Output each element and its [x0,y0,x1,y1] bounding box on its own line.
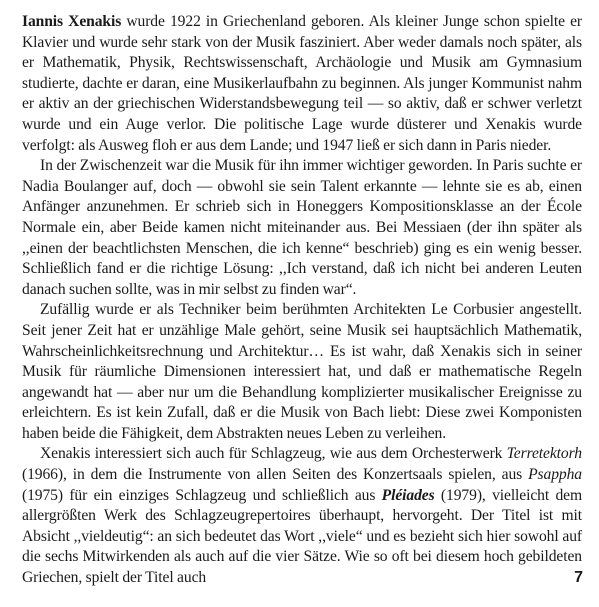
paragraph-paris-studies [22,156,582,300]
paragraph-text: Xenakis interessiert sich auch für Schlagzeug, wie aus dem Orchesterwerk [40,445,507,463]
paragraph-text: In der Zwischenzeit war die Musik für ihn immer wichtiger geworden. In Paris suchte er Nadia Boulanger auf, doch — obwohl sie sein Talent erkannte — lehnte sie es ab, einen Anfänger anzunehmen. Er schrieb sich in Honeggers Kompositionsklasse an der École Normale ein, aber Beide kamen nicht miteinander aus. Bei Messiaen (der ihn später als ,,einen der beachtlichsten Menschen, die ich kenne“ beschrieb) ging es ein wenig besser. Schließlich fand er die richtige Lösung: ,,Ich verstand, daß ich nicht bei anderen Leuten danach suchen sollte, was in mir selbst zu finden war“. [22,157,582,298]
work-title-psappha: Psappha [528,466,582,484]
paragraph-text: (1975) für ein einziges Schlagzeug und schließlich aus [22,486,382,504]
paragraph-biography [22,12,582,156]
paragraph-text: Zufällig wurde er als Techniker beim berühmten Architekten Le Corbusier angestellt. Seit jener Zeit hat er unzählige Male gehört, seine Musik sei hauptsächlich Mathematik, Wahrscheinlichkeitsrechnung und Architektur… Es ist wahr, daß Xenakis sich in seiner Musik für räumliche Dimensionen interessiert hat, und daß er mathematische Regeln angewandt hat — aber nur um die Behandlung komplizierter musikalischer Ereignisse zu erleichtern. Es ist kein Zufall, daß er die Musik von Bach liebt: Diese zwei Komponisten haben beide die Fähigkeit, dem Abstrakten neues Leben zu verleihen. [22,301,582,442]
paragraph-percussion [22,444,582,588]
work-title-terretektorh: Terretektorh [506,445,582,463]
document-page [22,12,582,589]
paragraph-text: (1966), in dem die Instrumente von allen Seiten des Konzertsaals spielen, aus [22,466,529,484]
paragraph-le-corbusier [22,300,582,444]
work-title-pleiades: Pléiades [381,486,435,504]
composer-name: Iannis Xenakis [22,13,122,30]
paragraph-text: (1979), vielleicht dem allergrößten Werk des Schlagzeugrepertoires überhaupt, hervorgeht. Der Titel ist mit Absicht ,,vieldeutig“: an sich bedeutet das Wort ,,viele“ und es bezieht sich hier sowohl auf die sechs Mitwirkenden als auch auf die vier Sätze. Wie so oft bei diesem hoch gebildeten Griechen, spielt der Titel auch [22,486,582,587]
paragraph-text: wurde 1922 in Griechenland geboren. Als kleiner Junge schon spielte er Klavier und wurde sehr stark von der Musik fasziniert. Aber weder damals noch später, als er Mathematik, Physik, Rechtswissenschaft, Archäologie und Musik am Gymnasium studierte, dachte er daran, eine Musikerlaufbahn zu beginnen. Als junger Kommunist nahm er aktiv an der griechischen Widerstandsbewegung teil — so aktiv, daß er schwer verletzt wurde und ein Auge verlor. Die politische Lage wurde düsterer und Xenakis wurde verfolgt: als Ausweg floh er aus dem Lande; und 1947 ließ er sich dann in Paris nieder. [22,13,582,154]
page-number: 7 [574,569,583,586]
